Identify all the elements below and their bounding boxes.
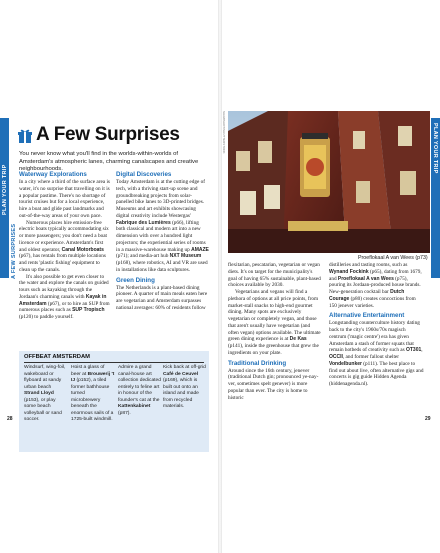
column-2: [116, 171, 209, 312]
offbeat-divider: [24, 362, 204, 363]
page-title: A Few Surprises: [36, 124, 180, 145]
gift-icon: [18, 128, 32, 144]
paragraph: Numerous places hire emission-free electric boats typically accommodating six or more passengers; you don't need a boat licence or experience. Amsterdam's first and oldest operator, Canal Motorboats (p67), has rentals from multiple locations and rents 'plastic fishing' equipment to clean up the canals.: [19, 219, 109, 273]
side-tab-label-right: PLAN YOUR TRIP: [432, 123, 438, 174]
paragraph: In a city where a third of the surface area is water, it's no surprise that travelling on it is a popular pastime. There's no shortage of tourist cruises but for a local experience, hire a boat and glide past landmarks and out-of-the-way areas of your own pace.: [19, 179, 110, 219]
offbeat-title: OFFBEAT AMSTERDAM: [24, 354, 91, 360]
heading-alternative-entertainment: Alternative Entertainment: [329, 312, 405, 320]
column-1: [19, 171, 111, 321]
column-3: [228, 262, 322, 401]
heading-green-dining: Green Dining: [116, 276, 155, 284]
offbeat-item: Windsurf, wing-foil, wakeboard or flyboard at sandy urban beach Strand Lloyd (p153), or play some beach volleyball or sand soccer.: [24, 365, 66, 423]
paragraph: The Netherlands is a plant-based dining pioneer. A quarter of main meals eaten here are vegetarian and Amsterdam surpasses national averages: 60% of residents follow: [116, 284, 208, 311]
paragraph: flexitarian, pescatarian, vegetarian or vegan diets. It's on target for the municipality's goal of having 65% sustainable, plant-based choices available by 2030.: [228, 262, 321, 289]
column-4: [329, 262, 424, 388]
photo-credit: SHAWSHOT/SHUTTERSTOCK: [222, 111, 226, 154]
offbeat-box: [19, 351, 209, 452]
offbeat-item: Admire a grand canal-house art collection dedicated entirely to feline art in honour of the founder's cat at the Kattenkabinet (p87).: [118, 365, 161, 416]
paragraph: Longstanding counterculture history dating back to the city's 1960s/70s magisch centrum ('magic centre') era has given Amsterdam a stash of former squats that remain hotbeds of creativity such as OT301, OCCII, and former fallout shelter Vondelbunker (p111). The best place to find out about live, often alternative gigs and concerts is gig guide Hidden Agenda (hiddenagenda.nl).: [329, 320, 424, 387]
paragraph: Today Amsterdam is at the cutting edge of tech, with a thriving start-up scene and groundbreaking projects from solar-panelled bike lanes to 3D-printed bridges. Museums and art exhibits showcasing digital creativity include Westergas' Fabrique des Lumières (p66), lifting both classical and modern art into a new dimension with over a hundred light projectors; the experiential series of rooms in a massive-warehouse making up AMAZE (p71); and media-art hub NXT Museum (p168), where robotics, AI and VR are used in installations like data sculptures.: [116, 179, 209, 273]
photo-canal-houses: [228, 111, 430, 253]
paragraph: It's also possible to get even closer to the water and explore the canals on guided tours such as kayaking through the Jordaan's charming canals with Kayak in Amsterdam (p67), or to hire an SUP from numerous places such as SUP Tropisch (p120) to paddle yourself.: [19, 273, 110, 320]
offbeat-item: Hoist a glass of beer at Brouwerij 't IJ (p152), a tiled former bathhouse turned microbrewery beneath the enormous sails of a 1725-built windmill.: [71, 365, 115, 423]
page-number-right: 29: [425, 416, 431, 422]
heading-waterway: Waterway Explorations: [19, 171, 87, 178]
page-number-left: 28: [7, 416, 13, 422]
heading-digital: Digital Discoveries: [116, 171, 172, 178]
paragraph: Around since the 16th century, jenever (traditional Dutch gin; pronounced ye-nay-ver, sometimes spelt genever) is more popular than ever. The city is home to historic: [228, 367, 319, 401]
book-gutter: [218, 0, 222, 553]
side-tab-label-left: PLAN YOUR TRIP: [1, 164, 8, 215]
intro-text: You never know what you'll find in the worlds-within-worlds of Amsterdam's atmospheric lanes, charming canalscapes and creative neighbourhoods.: [19, 151, 199, 173]
side-section-label-left: A FEW SURPRISES: [11, 223, 17, 279]
photo-caption: Proeflokaal A van Wees (p73): [358, 255, 428, 261]
heading-traditional-drinking: Traditional Drinking: [228, 359, 287, 367]
offbeat-item: Kick back at off-grid Café de Ceuvel (p169), which is built out onto an island and made from recycled materials.: [163, 365, 206, 410]
paragraph: distilleries and tasting rooms, such as Wynand Fockink (p65), dating from 1679, and Proeflokaal A van Wees (p75), pouring its Jordaan-produced house brands. New-generation cocktail bar Dutch Courage (p80) creates concoctions from 150 jenever varieties.: [329, 262, 422, 309]
paragraph: Vegetarians and vegans will find a plethora of options at all price points, from market-stall snacks to high-end gourmet dining. Many spots are exclusively vegetarian or completely vegan, and those that aren't usually have vegetarian (and often vegan) options available. The ultimate green dining experience is at De Kas (p141), inside the greenhouse that grew the ingredients on your plate.: [228, 289, 321, 356]
